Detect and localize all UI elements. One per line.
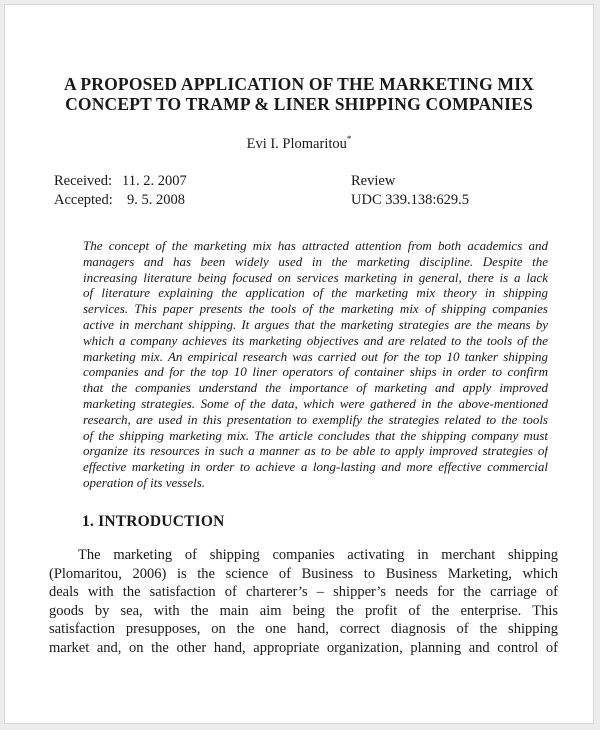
body-line: The marketing of shipping companies activating in merchant shipping [78,547,558,563]
abstract-line: of literature explaining the application of the marketing mix theory in shipping [83,285,548,301]
accepted-label: Accepted: [54,191,113,208]
abstract-line: research, are used in this presentation to exemplify the strategies related to the tools [83,411,548,427]
abstract-line: organize its resources in such a manner as to be able to apply improved strategies of [83,443,548,459]
abstract-line: that the companies understand the importance of marketing and apply improved [83,380,548,396]
abstract-line: increasing literature being focused on services marketing in general, there is a lack [83,269,548,285]
abstract-line: marketing mix. An empirical research was carried out for the top 10 tanker shipping [83,348,548,364]
abstract-line: services. This paper presents the tools of the marketing mix of shipping companies [83,301,548,317]
article-meta [54,172,553,209]
body-line: market and, on the other hand, appropriate organization, planning and control of [49,639,558,656]
abstract-line: companies and for the top 10 liner operators of container ships in order to confirm [83,364,548,380]
abstract-line: of the shipping marketing mix. The article concludes that the shipping company must [83,427,548,443]
accepted-row [54,191,351,210]
paper-title [5,75,593,114]
meta-dates-column [54,172,351,209]
paper-title-line-1: A PROPOSED APPLICATION OF THE MARKETING MIX [63,74,535,94]
section-heading-introduction: 1. INTRODUCTION [82,513,225,530]
abstract-line: operation of its vessels. [83,474,206,490]
accepted-date: 9. 5. 2008 [127,191,185,208]
abstract-line: managers and has been widely used in the marketing discipline. Despite the [83,253,548,269]
article-type: Review [351,173,396,189]
received-date: 11. 2. 2007 [122,173,187,189]
abstract-line: marketing strategies. Some of the data, which were gathered in the above-mentioned [83,395,548,411]
body-line: goods by sea, with the main aim being the profit of the enterprise. This [49,602,558,619]
received-row [54,172,351,191]
paper-title-line-2: CONCEPT TO TRAMP & LINER SHIPPING COMPANIES [65,93,533,114]
abstract-line: The concept of the marketing mix has attracted attention from both academics and [83,238,548,253]
received-label: Received: [54,173,112,189]
author-footnote-marker: * [346,134,352,145]
udc-number: UDC 339.138:629.5 [351,191,470,208]
body-line: satisfaction presupposes, on the one hand, correct diagnosis of the shipping [49,621,558,638]
meta-class-column [351,172,553,209]
body-line: deals with the satisfaction of charterer’s – shipper’s needs for the carriage of [49,584,558,601]
author-line [5,135,593,153]
author-name: Evi I. Plomaritou [246,136,347,152]
body-line: (Plomaritou, 2006) is the science of Business to Business Marketing, which [49,565,558,582]
abstract-line: effective marketing in order to achieve a long-lasting and more effective commercial [83,459,548,475]
abstract-line: which a company achieves its marketing objectives and are related to the tools of the [83,332,548,348]
introduction-paragraph [49,546,558,658]
paper-page [4,4,594,724]
abstract-line: active in merchant shipping. It argues that the marketing strategies are the means by [83,316,548,332]
abstract [83,238,548,491]
